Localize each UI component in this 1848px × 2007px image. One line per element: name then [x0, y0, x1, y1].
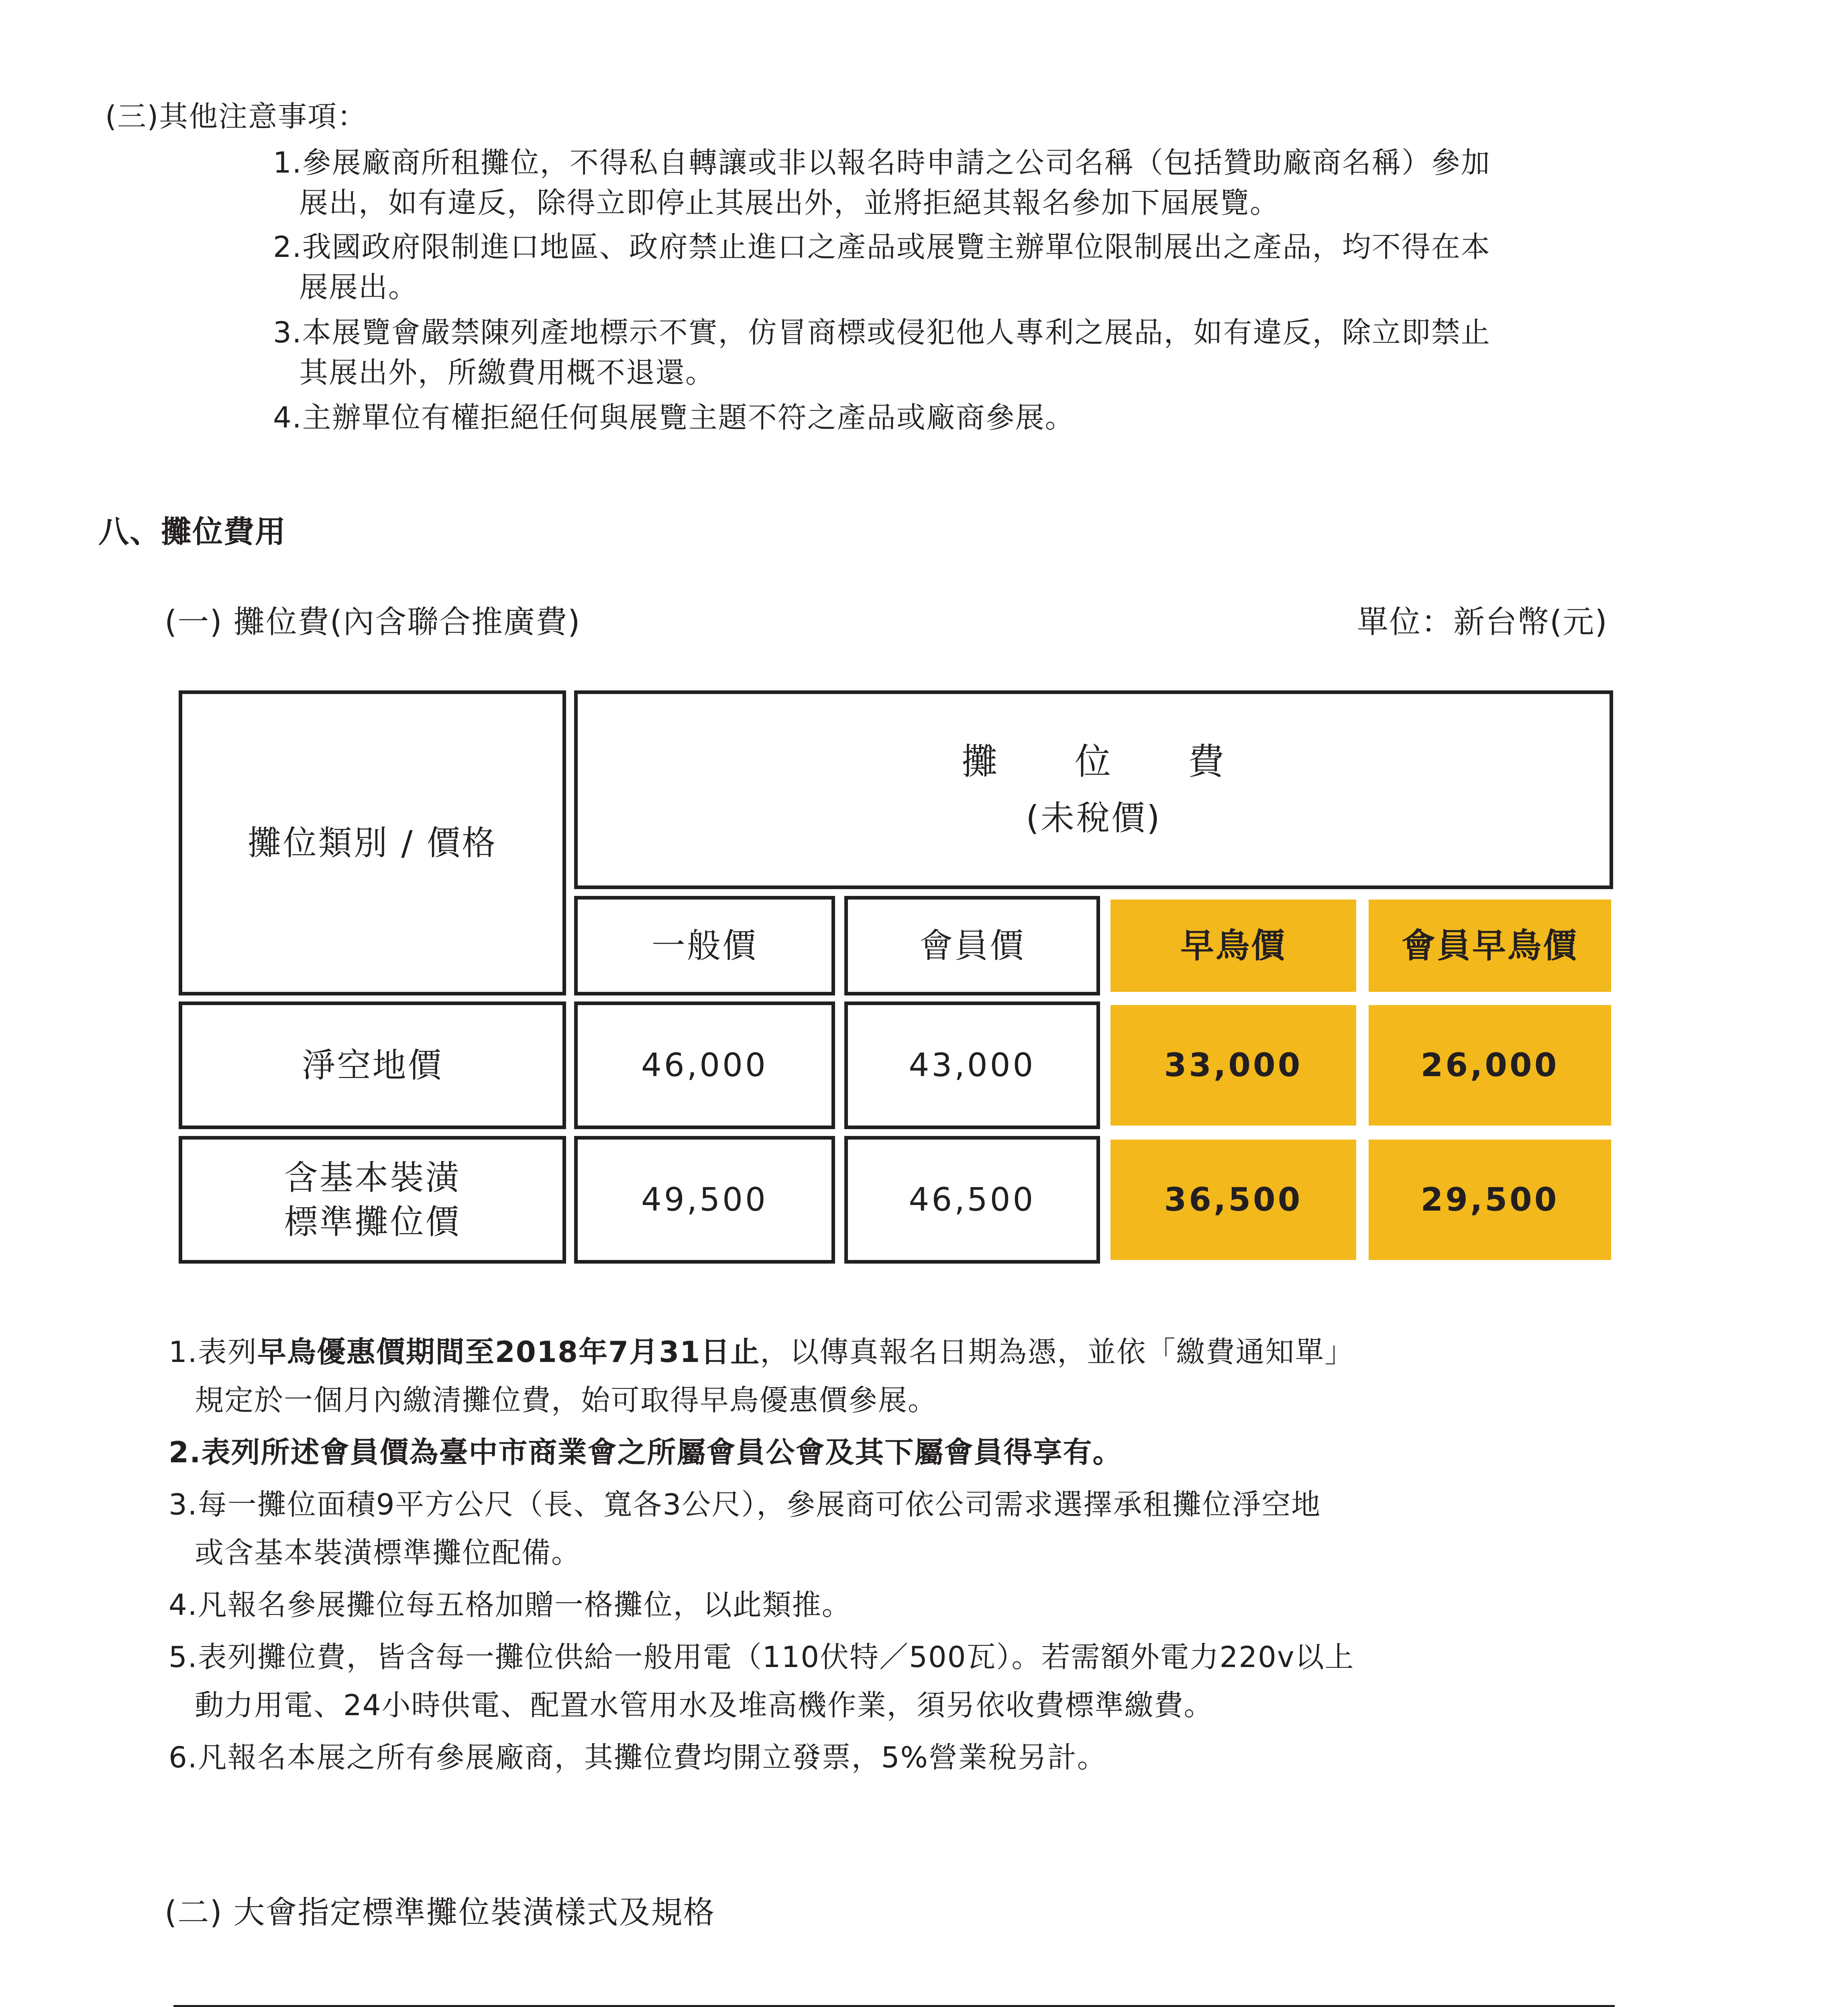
row-label-bare-space	[179, 1001, 566, 1129]
note-2-line2: 展展出。	[299, 270, 418, 304]
price-value: 26,000	[1420, 1046, 1559, 1084]
row-label-standard-booth-line2: 標準攤位價	[284, 1202, 461, 1242]
fee-note-1-line2: 規定於一個月內繳清攤位費，始可取得早鳥優惠價參展。	[195, 1383, 938, 1417]
fee-note-1-emphasis: 早鳥優惠價期間至2018年7月31日止	[257, 1335, 760, 1369]
note-1-line1: 1.參展廠商所租攤位，不得私自轉讓或非以報名時申請之公司名稱（包括贊助廠商名稱）參加	[273, 146, 1491, 179]
col-header-member-text: 會員價	[919, 926, 1025, 965]
price-value: 29,500	[1420, 1181, 1559, 1218]
col-header-regular	[574, 896, 835, 995]
table-cell	[844, 1001, 1100, 1129]
note-4: 4.主辦單位有權拒絕任何與展覽主題不符之產品或廠商參展。	[273, 401, 1075, 434]
table-cell	[1107, 1001, 1360, 1129]
col-header-early-bird-text: 早鳥價	[1180, 926, 1286, 965]
fee-note-1	[169, 1332, 1354, 1372]
col-header-regular-text: 一般價	[651, 926, 758, 965]
note-3-line2: 其展出外，所繳費用概不退還。	[299, 356, 715, 389]
col-header-member-early-bird	[1365, 896, 1615, 995]
fee-note-5-line1: 5.表列攤位費，皆含每一攤位供給一般用電（110伏特／500瓦）。若需額外電力220v以上	[169, 1640, 1355, 1674]
col-header-early-bird	[1107, 896, 1360, 995]
fee-note-3-line1: 3.每一攤位面積9平方公尺（長、寬各3公尺），參展商可依公司需求選擇承租攤位淨空地	[169, 1488, 1321, 1521]
price-value: 46,500	[909, 1181, 1036, 1218]
fee-note-4: 4.凡報名參展攤位每五格加贈一格攤位，以此類推。	[169, 1588, 852, 1622]
fee-note-6: 6.凡報名本展之所有參展廠商，其攤位費均開立發票，5%營業稅另計。	[169, 1740, 1107, 1774]
group-header-text: 攤 位 費	[962, 740, 1226, 783]
section-heading: 八、攤位費用	[98, 514, 286, 550]
booth-spec-title: (二) 大會指定標準攤位裝潢樣式及規格	[165, 1895, 715, 1931]
booth-spec-box	[173, 2005, 1615, 2007]
currency-unit: 單位：新台幣(元)	[1357, 604, 1608, 640]
table-cell	[1107, 1136, 1360, 1264]
fee-note-1-suffix: ，以傳真報名日期為憑，並依「繳費通知單」	[760, 1335, 1355, 1369]
group-subheader-text: (未稅價)	[1026, 798, 1161, 838]
fee-note-1-prefix: 1.表列	[169, 1335, 257, 1369]
note-2-line1: 2.我國政府限制進口地區、政府禁止進口之產品或展覽主辦單位限制展出之產品，均不得在本	[273, 230, 1491, 264]
table-cell	[1365, 1001, 1615, 1129]
price-value: 46,000	[641, 1046, 768, 1084]
table-group-header	[574, 690, 1613, 889]
table-cell	[1365, 1136, 1615, 1264]
booth-fee-subtitle: (一) 攤位費(內含聯合推廣費)	[165, 604, 581, 640]
row-label-standard-booth	[179, 1136, 566, 1264]
col-header-member	[844, 896, 1100, 995]
row-label-bare-space-text: 淨空地價	[302, 1046, 443, 1085]
table-cell	[574, 1136, 835, 1264]
price-value: 33,000	[1164, 1046, 1303, 1084]
table-cell	[844, 1136, 1100, 1264]
fee-note-3-line2: 或含基本裝潢標準攤位配備。	[195, 1536, 581, 1569]
price-value: 36,500	[1164, 1181, 1303, 1218]
price-value: 49,500	[641, 1181, 768, 1218]
note-3-line1: 3.本展覽會嚴禁陳列產地標示不實，仿冒商標或侵犯他人專利之展品，如有違反，除立即禁止	[273, 316, 1491, 349]
fee-note-2: 2.表列所述會員價為臺中市商業會之所屬會員公會及其下屬會員得享有。	[169, 1435, 1123, 1469]
table-corner-label	[179, 690, 566, 995]
corner-label-text: 攤位類別 / 價格	[247, 823, 497, 863]
table-cell	[574, 1001, 835, 1129]
note-1-line2: 展出，如有違反，除得立即停止其展出外，並將拒絕其報名參加下屆展覽。	[299, 186, 1280, 220]
notes-title: (三)其他注意事項：	[105, 100, 367, 133]
col-header-member-early-bird-text: 會員早鳥價	[1401, 926, 1578, 965]
fee-note-5-line2: 動力用電、24小時供電、配置水管用水及堆高機作業，須另依收費標準繳費。	[195, 1688, 1214, 1722]
row-label-standard-booth-line1: 含基本裝潢	[284, 1158, 461, 1197]
price-value: 43,000	[909, 1046, 1036, 1084]
